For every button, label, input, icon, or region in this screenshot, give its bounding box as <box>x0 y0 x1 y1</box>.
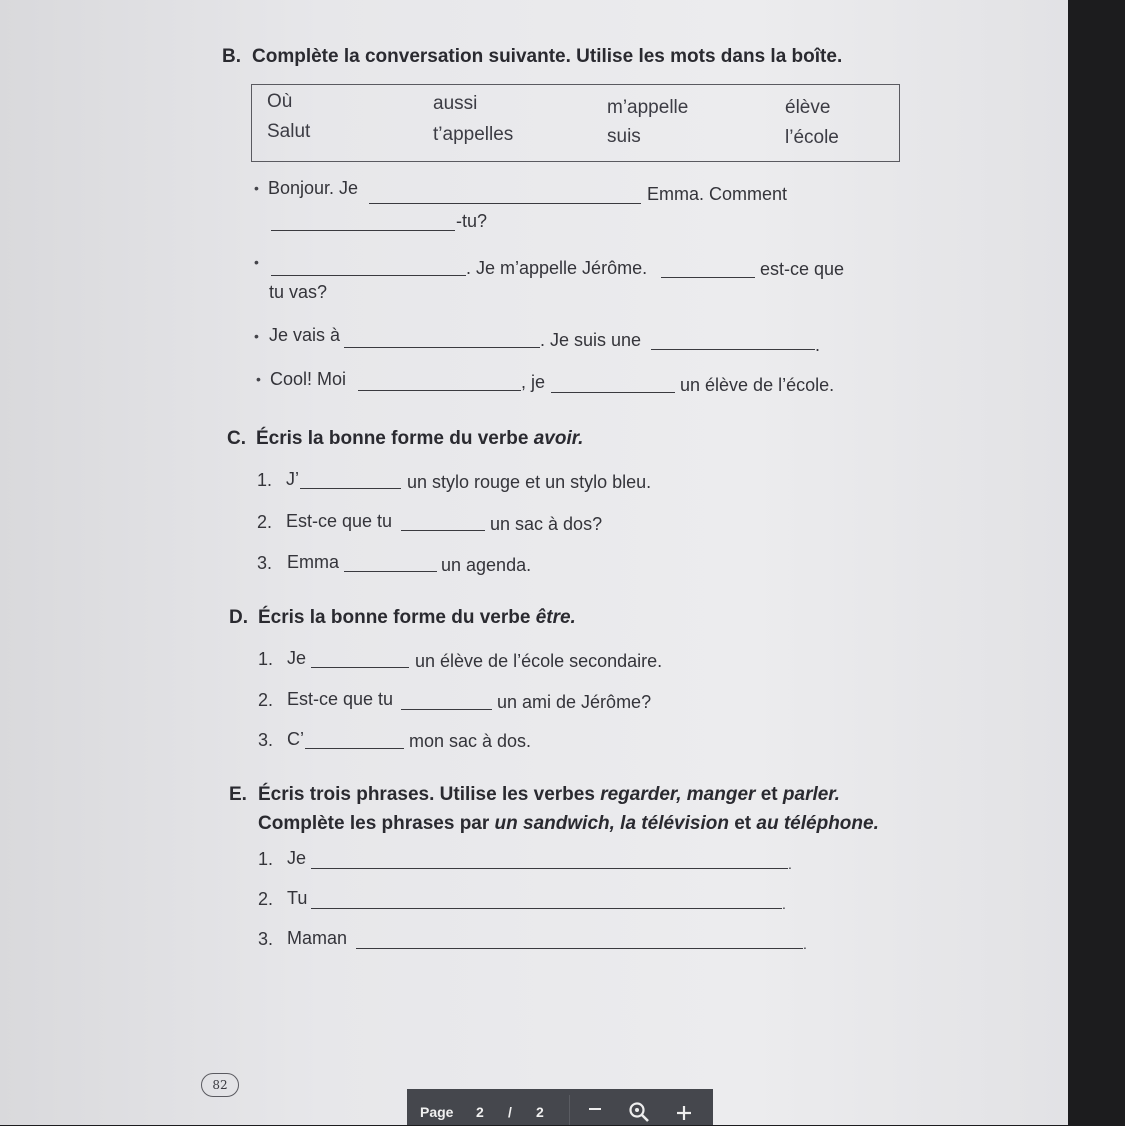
word-box-item: suis <box>607 126 641 147</box>
item-text: Tu <box>287 888 308 908</box>
word-box-item: aussi <box>433 93 478 114</box>
answer-blank[interactable] <box>344 347 540 348</box>
item-text: Emma <box>287 552 340 572</box>
section-e-heading-line2: Complète les phrases par un sandwich, la télévision et au téléphone. <box>258 813 879 834</box>
bullet-icon: • <box>254 254 259 270</box>
section-d-heading: Écris la bonne forme du verbe être. <box>258 607 576 628</box>
item-text: Est-ce que tu <box>286 511 393 531</box>
plus-icon[interactable] <box>674 1103 694 1123</box>
section-b-heading: Complète la conversation suivante. Utilise les mots dans la boîte. <box>252 46 843 67</box>
dialogue-text: . Je m’appelle Jérôme. <box>466 258 648 278</box>
item-text: J’ <box>286 469 299 489</box>
item-number: 2. <box>258 889 274 909</box>
answer-blank[interactable] <box>300 488 401 489</box>
dialogue-text: , je <box>521 372 546 392</box>
item-number: 2. <box>257 512 273 532</box>
bullet-icon: • <box>256 371 261 387</box>
answer-blank[interactable] <box>344 571 437 572</box>
bullet-icon: • <box>254 180 259 196</box>
dialogue-text: Je vais à <box>269 325 341 345</box>
item-text: C’ <box>287 729 304 749</box>
item-end: . <box>782 896 786 912</box>
section-c-letter: C. <box>227 428 246 449</box>
word-box-item: m’appelle <box>607 97 689 118</box>
current-page-field[interactable]: 2 <box>476 1104 484 1120</box>
answer-blank[interactable] <box>401 530 485 531</box>
item-number: 3. <box>257 553 273 573</box>
word-box-item: Salut <box>267 121 311 142</box>
answer-blank[interactable] <box>358 390 521 391</box>
dialogue-text: -tu? <box>456 211 488 231</box>
item-text: un ami de Jérôme? <box>497 692 652 712</box>
total-pages: 2 <box>536 1104 544 1120</box>
word-box <box>251 84 900 162</box>
page-separator: / <box>508 1104 512 1120</box>
item-end: . <box>788 856 792 872</box>
page-label: Page <box>420 1104 454 1120</box>
answer-blank[interactable] <box>661 277 755 278</box>
answer-blank[interactable] <box>651 349 815 350</box>
section-e-letter: E. <box>229 784 247 805</box>
item-number: 1. <box>258 649 274 669</box>
dialogue-text: . <box>815 335 821 355</box>
item-end: . <box>803 936 807 952</box>
item-number: 1. <box>258 849 274 869</box>
item-text: un agenda. <box>441 555 532 575</box>
item-text: Je <box>287 848 307 868</box>
bullet-icon: • <box>254 328 259 344</box>
answer-blank[interactable] <box>551 392 675 393</box>
answer-line[interactable] <box>311 908 782 909</box>
item-number: 2. <box>258 690 274 710</box>
magnifier-icon[interactable] <box>628 1101 650 1123</box>
answer-blank[interactable] <box>271 275 466 276</box>
answer-blank[interactable] <box>311 667 409 668</box>
dialogue-text: est-ce que <box>760 259 845 279</box>
word-box-item: l’école <box>785 127 839 148</box>
answer-blank[interactable] <box>401 709 492 710</box>
item-text: Est-ce que tu <box>287 689 394 709</box>
minus-icon[interactable] <box>585 1101 605 1115</box>
word-box-item: t’appelles <box>433 124 514 145</box>
item-text: Maman <box>287 928 348 948</box>
item-number: 1. <box>257 470 273 490</box>
item-text: un stylo rouge et un stylo bleu. <box>407 472 652 492</box>
dialogue-text: un élève de l’école. <box>680 375 835 395</box>
answer-blank[interactable] <box>271 230 455 231</box>
item-number: 3. <box>258 929 274 949</box>
dialogue-text: tu vas? <box>269 282 328 302</box>
pdf-viewer-toolbar <box>407 1089 713 1125</box>
section-d-letter: D. <box>229 607 248 628</box>
answer-line[interactable] <box>311 868 788 869</box>
toolbar-divider <box>569 1095 570 1125</box>
item-number: 3. <box>258 730 274 750</box>
dialogue-text: Cool! Moi <box>270 369 347 389</box>
item-text: un sac à dos? <box>490 514 603 534</box>
dialogue-text: . Je suis une <box>540 330 642 350</box>
page-number: 82 <box>201 1073 239 1097</box>
item-text: un élève de l’école secondaire. <box>415 651 663 671</box>
word-box-item: élève <box>785 97 831 118</box>
item-text: mon sac à dos. <box>409 731 532 751</box>
answer-blank[interactable] <box>369 203 641 204</box>
dialogue-text: Bonjour. Je <box>268 178 359 198</box>
dialogue-text: Emma. Comment <box>647 184 788 204</box>
section-e-heading-line1: Écris trois phrases. Utilise les verbes regarder, manger et parler. <box>258 784 840 805</box>
answer-line[interactable] <box>356 948 803 949</box>
section-b-letter: B. <box>222 46 241 67</box>
item-text: Je <box>287 648 307 668</box>
word-box-item: Où <box>267 91 293 112</box>
section-c-heading: Écris la bonne forme du verbe avoir. <box>256 428 584 449</box>
answer-blank[interactable] <box>305 748 404 749</box>
